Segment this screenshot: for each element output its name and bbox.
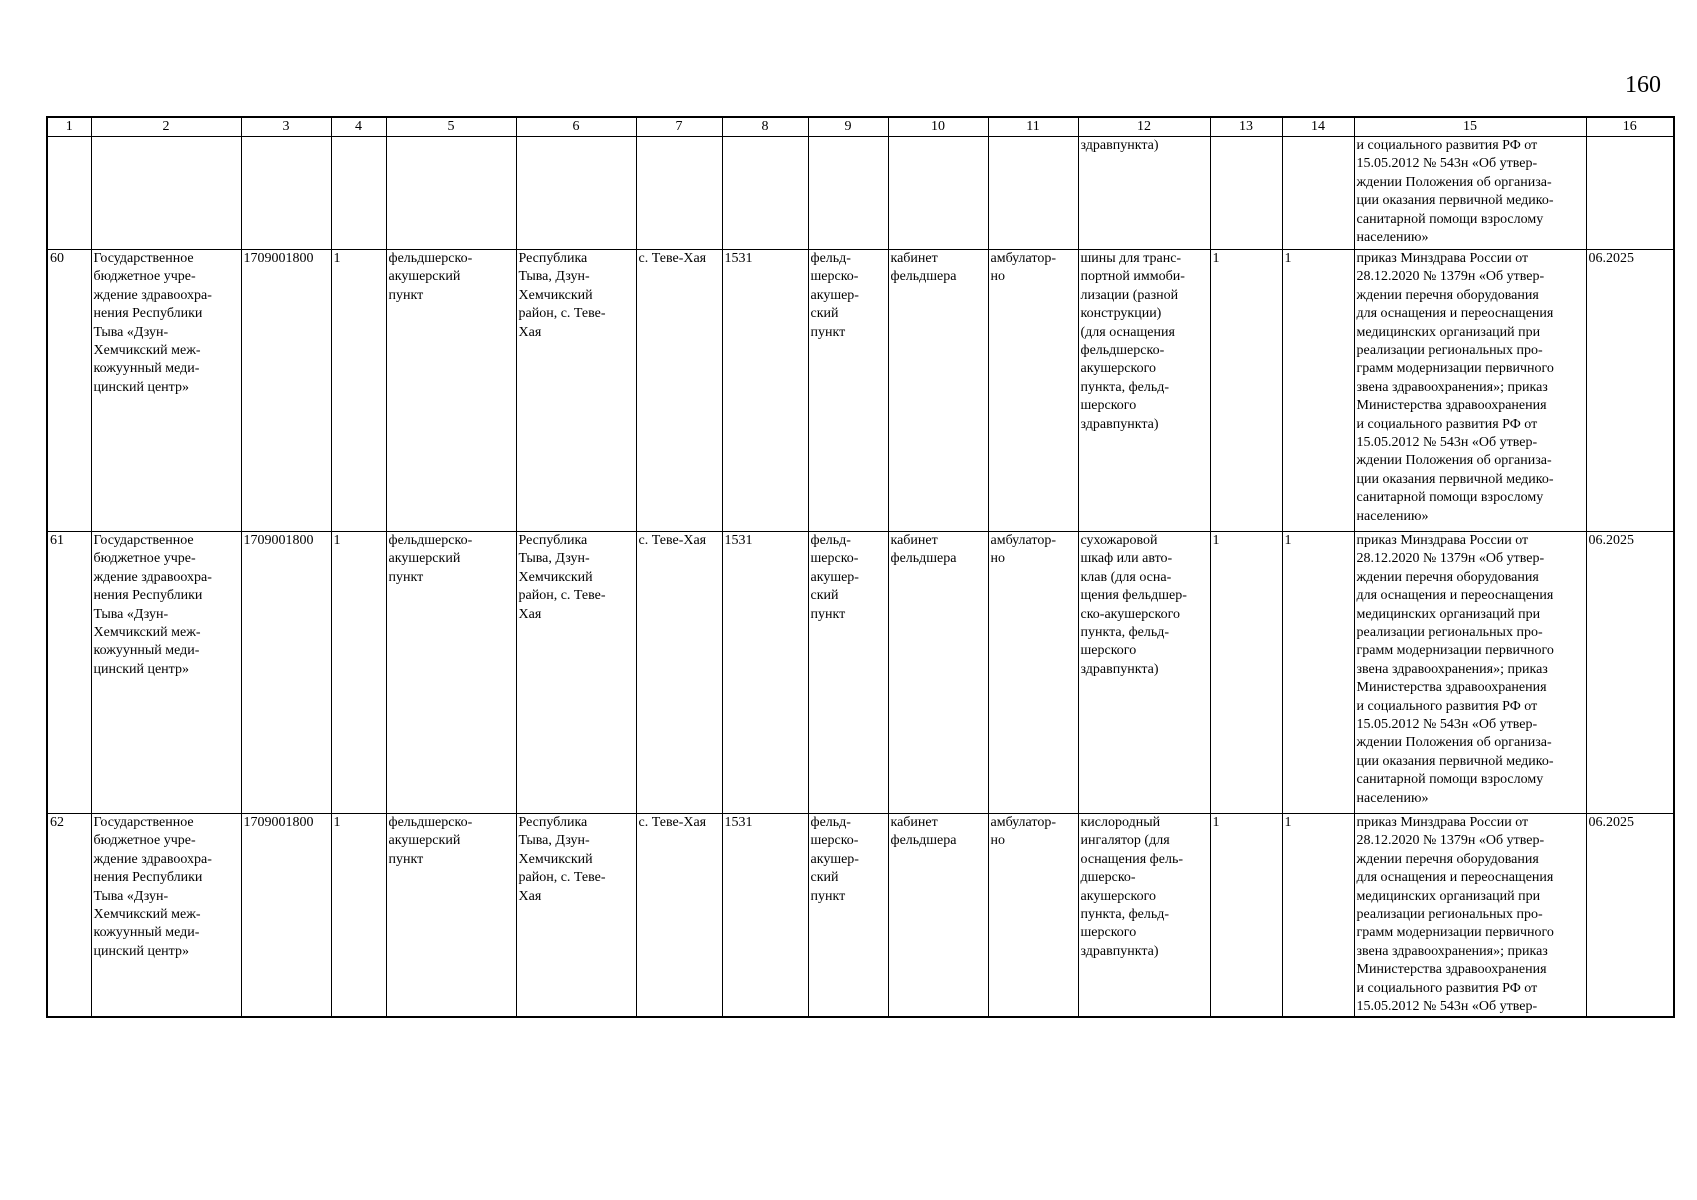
facility-type-cell: фельдшерско- акушерский пункт bbox=[386, 532, 516, 814]
room-cell: кабинет фельдшера bbox=[888, 814, 988, 1018]
row-number: 60 bbox=[47, 250, 91, 532]
legal-basis-cell: приказ Минздрава России от 28.12.2020 № 1379н «Об утвер- ждении перечня оборудования для оснащения и переоснащения медицинских организаций при реализации региональных про- грамм модернизации первичного звена здравоохранения»; приказ Министерства здравоохранения и социального развития РФ от 15.05.2012 № 543н «Об утвер- bbox=[1354, 814, 1586, 1018]
quantity-cell: 1 bbox=[1210, 814, 1282, 1018]
equipment-table bbox=[46, 116, 1675, 1018]
table-row bbox=[47, 814, 1674, 1018]
column-header: 5 bbox=[386, 117, 516, 137]
date-cell: 06.2025 bbox=[1586, 250, 1674, 532]
settlement-cell: с. Теве-Хая bbox=[636, 250, 722, 532]
facility-type-cell: фельдшерско- акушерский пункт bbox=[386, 250, 516, 532]
row-number: 61 bbox=[47, 532, 91, 814]
quantity-cell: 1 bbox=[1282, 250, 1354, 532]
quantity-cell: 1 bbox=[1210, 532, 1282, 814]
count-cell: 1 bbox=[331, 814, 386, 1018]
unit-type-cell: фельд- шерско- акушер- ский пункт bbox=[808, 532, 888, 814]
care-mode-cell: амбулатор- но bbox=[988, 532, 1078, 814]
equipment-cell: здравпункта) bbox=[1078, 137, 1210, 250]
facility-type-cell: фельдшерско- акушерский пункт bbox=[386, 814, 516, 1018]
quantity-cell: 1 bbox=[1282, 532, 1354, 814]
column-header: 10 bbox=[888, 117, 988, 137]
code-cell: 1709001800 bbox=[241, 532, 331, 814]
quantity-cell: 1 bbox=[1210, 250, 1282, 532]
column-header: 9 bbox=[808, 117, 888, 137]
column-header: 2 bbox=[91, 117, 241, 137]
equipment-cell: шины для транс- портной иммоби- лизации (разной конструкции) (для оснащения фельдшерско- акушерского пункта, фельд- шерского здравпункта) bbox=[1078, 250, 1210, 532]
institution-cell: Государственное бюджетное учре- ждение здравоохра- нения Республики Тыва «Дзун- Хемчикский меж- кожуунный меди- цинский центр» bbox=[91, 532, 241, 814]
settlement-cell: с. Теве-Хая bbox=[636, 532, 722, 814]
unit-type-cell: фельд- шерско- акушер- ский пункт bbox=[808, 814, 888, 1018]
code-cell: 1709001800 bbox=[241, 814, 331, 1018]
column-header: 1 bbox=[47, 117, 91, 137]
room-cell: кабинет фельдшера bbox=[888, 532, 988, 814]
institution-cell: Государственное бюджетное учре- ждение здравоохра- нения Республики Тыва «Дзун- Хемчикский меж- кожуунный меди- цинский центр» bbox=[91, 814, 241, 1018]
care-mode-cell: амбулатор- но bbox=[988, 814, 1078, 1018]
population-cell: 1531 bbox=[722, 532, 808, 814]
column-header: 7 bbox=[636, 117, 722, 137]
address-cell: Республика Тыва, Дзун- Хемчикский район, с. Теве- Хая bbox=[516, 532, 636, 814]
column-header: 8 bbox=[722, 117, 808, 137]
settlement-cell: с. Теве-Хая bbox=[636, 814, 722, 1018]
column-header: 16 bbox=[1586, 117, 1674, 137]
legal-basis-cell: приказ Минздрава России от 28.12.2020 № 1379н «Об утвер- ждении перечня оборудования для оснащения и переоснащения медицинских организаций при реализации региональных про- грамм модернизации первичного звена здравоохранения»; приказ Министерства здравоохранения и социального развития РФ от 15.05.2012 № 543н «Об утвер- ждении Положения об организа- ции оказания первичной медико- санитарной помощи взрослому населению» bbox=[1354, 532, 1586, 814]
address-cell: Республика Тыва, Дзун- Хемчикский район, с. Теве- Хая bbox=[516, 250, 636, 532]
column-header: 11 bbox=[988, 117, 1078, 137]
table-row bbox=[47, 250, 1674, 532]
column-header: 13 bbox=[1210, 117, 1282, 137]
column-header: 14 bbox=[1282, 117, 1354, 137]
column-header: 3 bbox=[241, 117, 331, 137]
address-cell: Республика Тыва, Дзун- Хемчикский район, с. Теве- Хая bbox=[516, 814, 636, 1018]
quantity-cell: 1 bbox=[1282, 814, 1354, 1018]
column-number-row bbox=[47, 117, 1674, 137]
row-number: 62 bbox=[47, 814, 91, 1018]
column-header: 6 bbox=[516, 117, 636, 137]
care-mode-cell: амбулатор- но bbox=[988, 250, 1078, 532]
page-number: 160 bbox=[1625, 72, 1661, 98]
unit-type-cell: фельд- шерско- акушер- ский пункт bbox=[808, 250, 888, 532]
continuation-row bbox=[47, 137, 1674, 250]
column-header: 12 bbox=[1078, 117, 1210, 137]
count-cell: 1 bbox=[331, 250, 386, 532]
population-cell: 1531 bbox=[722, 814, 808, 1018]
date-cell: 06.2025 bbox=[1586, 814, 1674, 1018]
room-cell: кабинет фельдшера bbox=[888, 250, 988, 532]
institution-cell: Государственное бюджетное учре- ждение здравоохра- нения Республики Тыва «Дзун- Хемчикский меж- кожуунный меди- цинский центр» bbox=[91, 250, 241, 532]
code-cell: 1709001800 bbox=[241, 250, 331, 532]
column-header: 15 bbox=[1354, 117, 1586, 137]
equipment-cell: кислородный ингалятор (для оснащения фель- дшерско- акушерского пункта, фельд- шерского здравпункта) bbox=[1078, 814, 1210, 1018]
equipment-cell: сухожаровой шкаф или авто- клав (для осна- щения фельдшер- ско-акушерского пункта, фельд- шерского здравпункта) bbox=[1078, 532, 1210, 814]
count-cell: 1 bbox=[331, 532, 386, 814]
population-cell: 1531 bbox=[722, 250, 808, 532]
date-cell: 06.2025 bbox=[1586, 532, 1674, 814]
legal-basis-cell: и социального развития РФ от 15.05.2012 № 543н «Об утвер- ждении Положения об организа- ции оказания первичной медико- санитарной помощи взрослому населению» bbox=[1354, 137, 1586, 250]
legal-basis-cell: приказ Минздрава России от 28.12.2020 № 1379н «Об утвер- ждении перечня оборудования для оснащения и переоснащения медицинских организаций при реализации региональных про- грамм модернизации первичного звена здравоохранения»; приказ Министерства здравоохранения и социального развития РФ от 15.05.2012 № 543н «Об утвер- ждении Положения об организа- ции оказания первичной медико- санитарной помощи взрослому населению» bbox=[1354, 250, 1586, 532]
column-header: 4 bbox=[331, 117, 386, 137]
table-row bbox=[47, 532, 1674, 814]
